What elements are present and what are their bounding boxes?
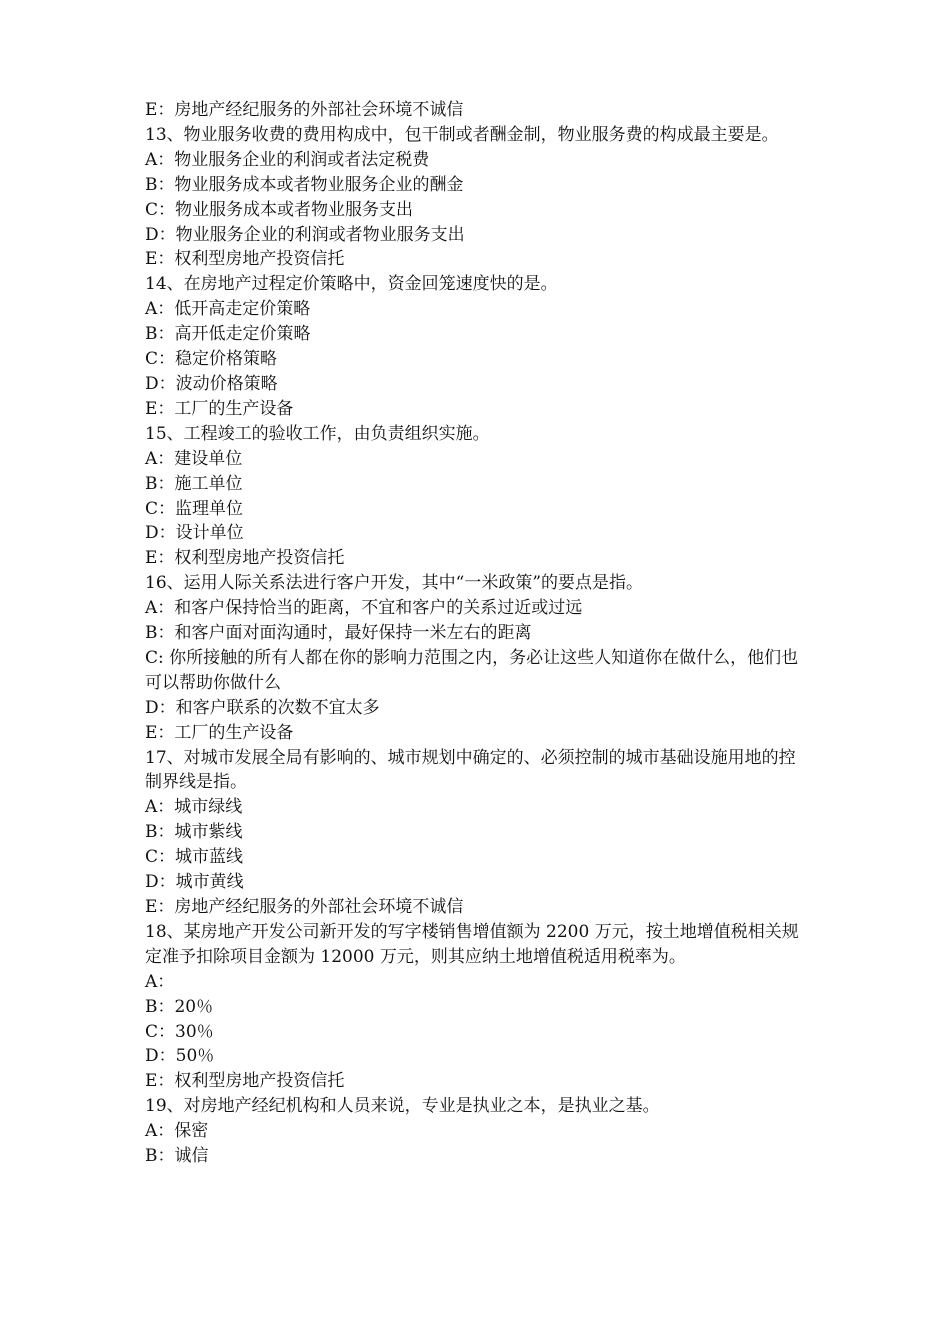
option-line: B：城市紫线 [145,822,243,843]
option-line: C：稳定价格策略 [145,349,278,370]
option-line: A：建设单位 [145,448,243,469]
option-line: D：城市黄线 [145,872,244,893]
option-line: A： [145,971,175,992]
option-line: E：房地产经纪服务的外部社会环境不诚信 [145,100,464,120]
option-line: B：诚信 [145,1146,209,1167]
question-14: 14、在房地产过程定价策略中，资金回笼速度快的是。 [145,274,558,295]
option-line: E：房地产经纪服务的外部社会环境不诚信 [145,897,464,917]
option-line: D：和客户联系的次数不宜太多 [145,697,380,718]
question-13: 13、物业服务收费的费用构成中，包干制或者酬金制，物业服务费的构成最主要是。 [145,124,779,145]
question-16: 16、运用人际关系法进行客户开发，其中“一米政策”的要点是指。 [145,573,644,594]
question-18: 18、某房地产开发公司新开发的写字楼销售增值额为 2200 万元，按土地增值税相关规定准予扣除项目金额为 12000 万元，则其应纳土地增值税适用税率为。 [145,921,799,967]
option-line: A：城市绿线 [145,797,243,818]
option-line: E：权利型房地产投资信托 [145,548,345,569]
option-line: C: 你所接触的所有人都在你的影响力范围之内，务必让这些人知道你在做什么，他们也可以帮助你做什么 [145,647,799,693]
option-line: B：物业服务成本或者物业服务企业的酬金 [145,174,464,195]
option-line: A：保密 [145,1121,209,1142]
option-line: C：城市蓝线 [145,847,244,868]
option-line: B：20％ [145,996,214,1017]
option-line: C：物业服务成本或者物业服务支出 [145,199,414,220]
option-line: A：物业服务企业的利润或者法定税费 [145,149,430,170]
document-body [145,98,810,1169]
question-15: 15、工程竣工的验收工作，由负责组织实施。 [145,423,490,444]
option-line: D：波动价格策略 [145,373,278,394]
option-line: D：50％ [145,1046,215,1067]
option-line: A：和客户保持恰当的距离，不宜和客户的关系过近或过远 [145,598,583,619]
option-line: E：权利型房地产投资信托 [145,1071,345,1092]
option-line: D：物业服务企业的利润或者物业服务支出 [145,224,465,245]
option-line: E：权利型房地产投资信托 [145,249,345,270]
option-line: B：高开低走定价策略 [145,324,311,345]
option-line: B：施工单位 [145,473,243,494]
option-line: D：设计单位 [145,523,244,544]
option-line: E：工厂的生产设备 [145,398,294,419]
option-line: C：监理单位 [145,498,244,519]
option-line: C：30％ [145,1021,214,1042]
option-line: B：和客户面对面沟通时，最好保持一米左右的距离 [145,623,532,644]
question-19: 19、对房地产经纪机构和人员来说，专业是执业之本，是执业之基。 [145,1096,660,1117]
option-line: E：工厂的生产设备 [145,722,294,743]
question-17: 17、对城市发展全局有影响的、城市规划中确定的、必须控制的城市基础设施用地的控制界线是指。 [145,747,796,793]
option-line: A：低开高走定价策略 [145,299,311,320]
